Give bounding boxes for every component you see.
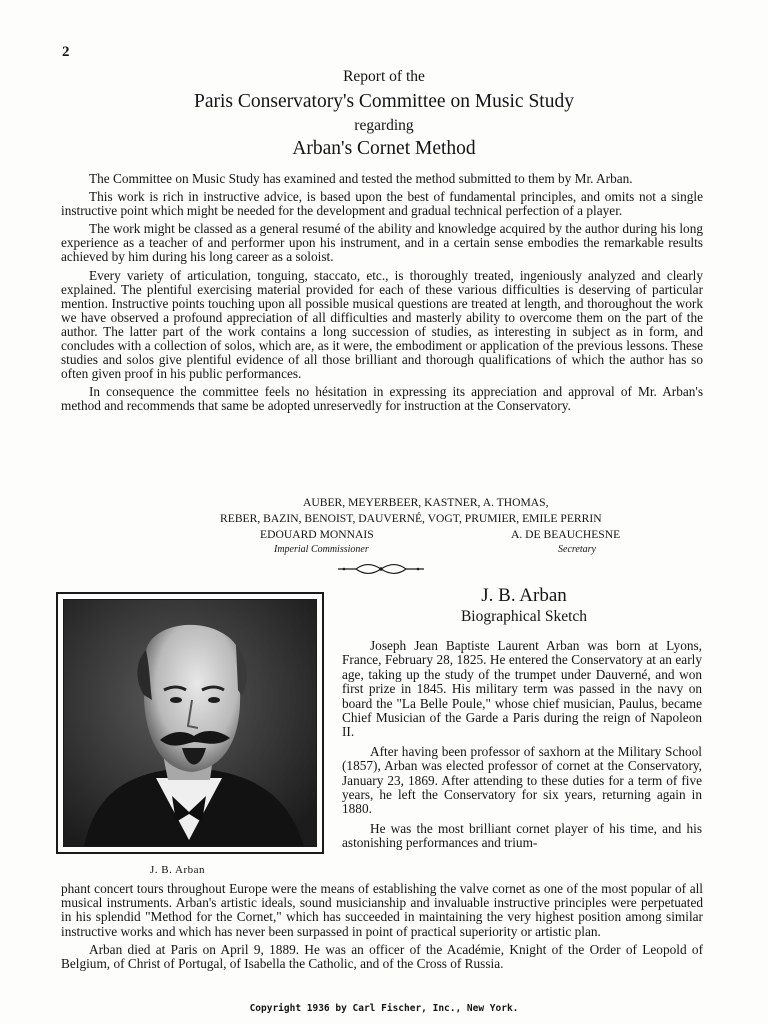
- biography-paragraph-start: He was the most brilliant cornet player of his time, and his astonishing performances and trium-: [342, 820, 702, 851]
- biography-final-paragraph: Arban died at Paris on April 9, 1889. He was an officer of the Académie, Knight of the Order of Leopold of Belgium, of Christ of Portugal, of Isabella the Catholic, and of the Cross of Russia.: [61, 941, 703, 972]
- commissioner-role: Imperial Commissioner: [274, 544, 369, 555]
- report-title-line2: Paris Conservatory's Committee on Music Study: [194, 91, 574, 112]
- portrait-caption: J. B. Arban: [150, 864, 205, 876]
- biography-subtitle: Biographical Sketch: [460, 608, 588, 625]
- signature-line2: REBER, BAZIN, BENOIST, DAUVERNÉ, VOGT, PRUMIER, EMILE PERRIN: [220, 512, 602, 525]
- biography-column: [342, 639, 702, 856]
- portrait-frame: [56, 592, 324, 854]
- commissioner-name: EDOUARD MONNAIS: [260, 528, 374, 541]
- secretary-role: Secretary: [558, 544, 596, 555]
- report-paragraph: The work might be classed as a general resumé of the ability and knowledge acquired by the author during his long experience as a teacher of and performer upon his instrument, and in a certain sense embodies the remarkable results achieved by him during his long career as a soloist.: [61, 221, 703, 265]
- biography-paragraph-continued: phant concert tours throughout Europe were the means of establishing the valve cornet as one of the most popular of all musical instruments. Arban's artistic ideals, sound musicianship and invaluable instructive principles were perpetuated in his splendid "Method for the Cornet," which has succeeded in maintaining the very highest position among similar instructive works and which has never been surpassed in point of practical superiority or artistic plan.: [61, 881, 703, 939]
- portrait-illustration: [64, 600, 317, 847]
- portrait-image: [63, 599, 317, 847]
- ornament-divider-icon: [336, 563, 426, 575]
- report-paragraph: The Committee on Music Study has examined and tested the method submitted to them by Mr. Arban.: [89, 171, 633, 186]
- report-body: [61, 172, 703, 418]
- report-paragraph: Every variety of articulation, tonguing, staccato, etc., is thoroughly treated, ingeniously analyzed and clearly explained. The plentiful exercising material provided for each of these various difficulties is deserving of particular mention. Instructive points touching upon all possible musical questions are treated at length, and thoroughout the work we have observed a profound appreciation of all difficulties and masterly ability to overcome them on the part of the author. The latter part of the work contains a long succession of studies, as interesting in subject as in form, and concludes with a collection of solos, which are, as it were, the embodiment or application of the previous lessons. These studies and solos give plentiful evidence of all those brilliant and thorough qualifications of which the author has so often given proof in his public performances.: [61, 267, 703, 382]
- report-title-line3: regarding: [354, 117, 414, 134]
- copyright-notice: Copyright 1936 by Carl Fischer, Inc., New York.: [249, 1003, 519, 1014]
- report-title-line1: Report of the: [343, 68, 425, 85]
- biography-paragraph: Joseph Jean Baptiste Laurent Arban was born at Lyons, France, February 28, 1825. He entered the Conservatory at an early age, taking up the study of the trumpet under Dauverné, and won first prize in 1845. His military term was passed in the navy on board the "La Belle Poule," whose chief musician, Paulus, became Chief Musician of the Garde a Paris during the reign of Napoleon II.: [342, 638, 702, 740]
- report-title-line4: Arban's Cornet Method: [292, 138, 476, 159]
- biography-wide: [61, 882, 703, 975]
- report-paragraph: In consequence the committee feels no hésitation in expressing its appreciation and approval of Mr. Arban's method and recommends that same be adopted unreservedly for instruction at the Conservatory.: [61, 384, 703, 414]
- secretary-name: A. DE BEAUCHESNE: [511, 528, 621, 541]
- biography-paragraph: After having been professor of saxhorn at the Military School (1857), Arban was elected professor of cornet at the Conservatory, January 23, 1869. After attending to these duties for a term of five years, he left the Conservatory for six years, returning again in 1880.: [342, 743, 702, 817]
- report-paragraph: This work is rich in instructive advice, is based upon the best of fundamental principles, and omits not a single instructive point which might be needed for the development and gradual technical perfection of a player.: [61, 189, 703, 219]
- biography-title: J. B. Arban: [481, 585, 567, 606]
- page-number: 2: [62, 44, 70, 60]
- signature-line1: AUBER, MEYERBEER, KASTNER, A. THOMAS,: [303, 496, 549, 509]
